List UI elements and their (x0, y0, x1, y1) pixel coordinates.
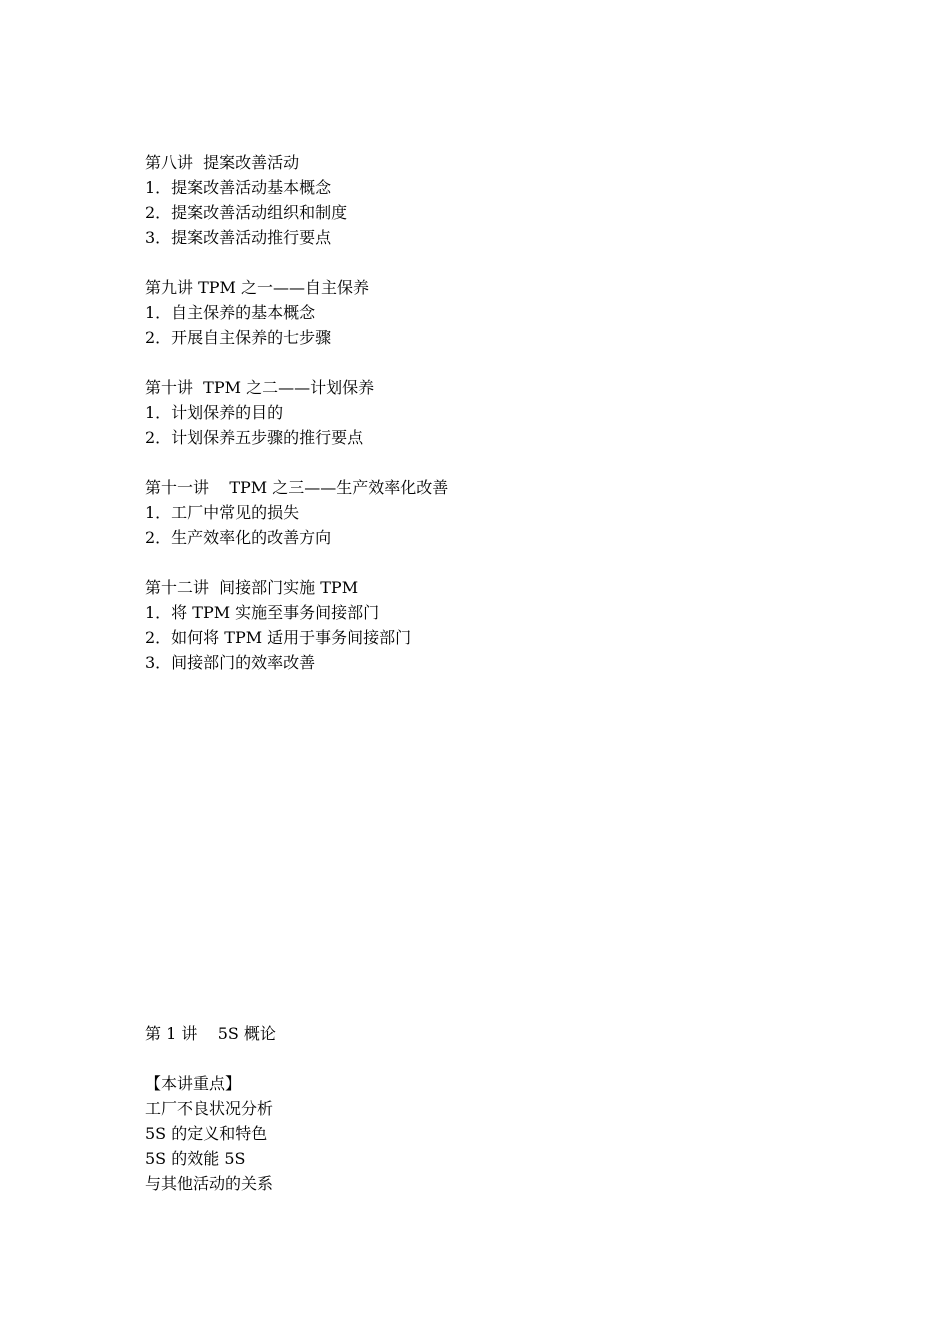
lecture-8-heading: 第八讲 提案改善活动 (145, 153, 300, 172)
lecture-10-heading: 第十讲 TPM 之二——计划保养 (145, 378, 375, 397)
lecture-9-heading: 第九讲 TPM 之一——自主保养 (145, 278, 369, 297)
lecture-8-item: 1．提案改善活动基本概念 (145, 178, 332, 197)
key-point: 5S 的定义和特色 (145, 1124, 268, 1143)
lecture-12-item: 3．间接部门的效率改善 (145, 653, 316, 672)
lecture-10-item: 1．计划保养的目的 (145, 403, 284, 422)
lecture-10-item: 2．计划保养五步骤的推行要点 (145, 428, 364, 447)
key-point: 5S 的效能 5S (145, 1149, 246, 1168)
spacer (145, 450, 448, 475)
key-points-label: 【本讲重点】 (145, 1074, 242, 1093)
lecture-1-section (145, 1021, 276, 1196)
spacer (145, 1046, 276, 1071)
lecture-11-heading: 第十一讲 TPM 之三——生产效率化改善 (145, 478, 449, 497)
spacer (145, 250, 448, 275)
table-of-contents (145, 150, 448, 675)
lecture-9-item: 1．自主保养的基本概念 (145, 303, 316, 322)
lecture-12-item: 1．将 TPM 实施至事务间接部门 (145, 603, 380, 622)
lecture-12-item: 2．如何将 TPM 适用于事务间接部门 (145, 628, 412, 647)
lecture-8-item: 2．提案改善活动组织和制度 (145, 203, 348, 222)
lecture-1-heading: 第 1 讲 5S 概论 (145, 1024, 276, 1043)
lecture-12-heading: 第十二讲 间接部门实施 TPM (145, 578, 359, 597)
spacer (145, 350, 448, 375)
key-point: 工厂不良状况分析 (145, 1099, 274, 1118)
lecture-11-item: 1．工厂中常见的损失 (145, 503, 300, 522)
spacer (145, 550, 448, 575)
key-point: 与其他活动的关系 (145, 1174, 274, 1193)
lecture-11-item: 2．生产效率化的改善方向 (145, 528, 332, 547)
lecture-9-item: 2．开展自主保养的七步骤 (145, 328, 332, 347)
lecture-8-item: 3．提案改善活动推行要点 (145, 228, 332, 247)
